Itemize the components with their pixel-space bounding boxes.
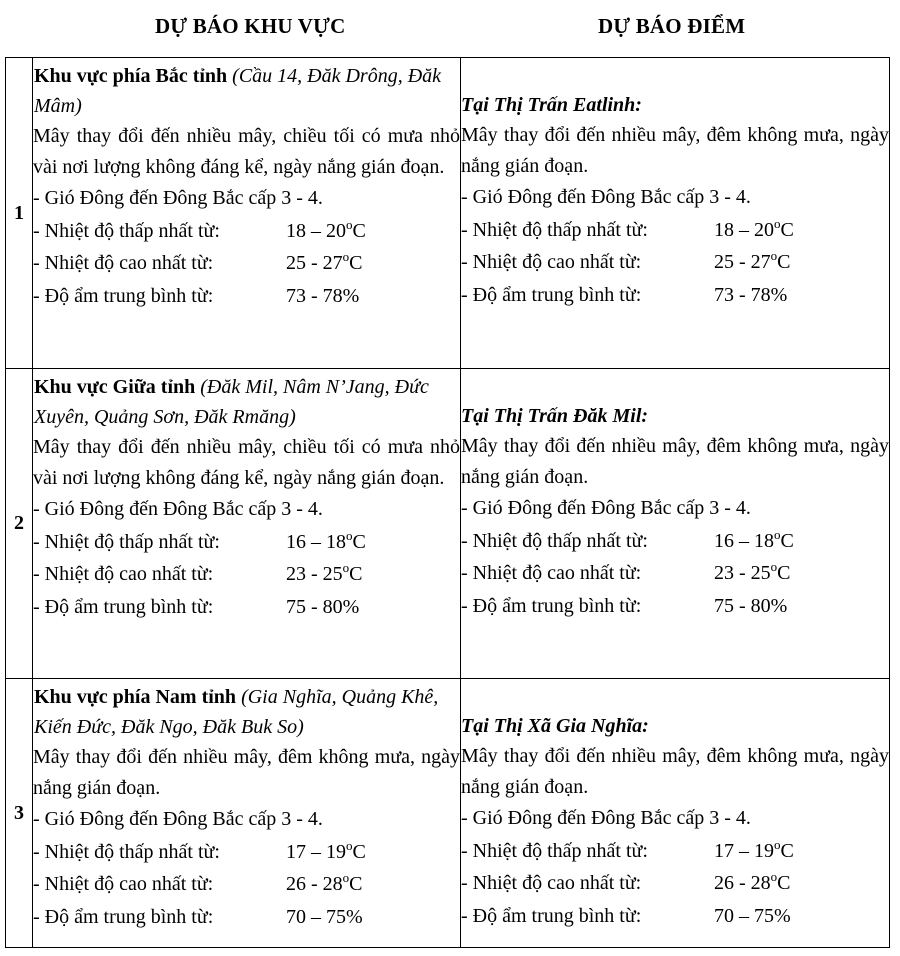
region-humidity-value: 75 - 80% — [286, 595, 360, 618]
point-forecast-cell — [461, 58, 890, 369]
degree-sign: o — [774, 526, 781, 542]
point-title: Tại Thị Xã Gia Nghĩa: — [461, 715, 649, 737]
table-header — [0, 0, 900, 58]
temp-unit: C — [777, 251, 791, 273]
point-wind: - Gió Đông đến Đông Bắc cấp 3 - 4. — [461, 497, 751, 519]
region-max-temp: - Nhiệt độ cao nhất từ: 25 - 27$^o$C — [33, 249, 363, 274]
temp-unit: C — [780, 839, 794, 862]
region-max-temp: - Nhiệt độ cao nhất từ: 26 - 28$^o$C — [33, 870, 363, 895]
temp-unit: C — [349, 252, 363, 274]
point-description: Mây thay đổi đến nhiều mây, đêm không mưa, ngày nắng gián đoạn. — [461, 745, 889, 798]
point-max-temp-value: 23 - 25 — [714, 562, 771, 584]
degree-sign: o — [774, 836, 781, 852]
region-min-temp-value: 16 – 18 — [286, 530, 346, 553]
row-number: 1 — [6, 58, 33, 369]
region-heading — [33, 679, 460, 742]
region-places: (Cầu 14, Đăk Drông, Đăk Mâm) — [34, 65, 442, 117]
temp-unit: C — [349, 873, 363, 895]
point-max-temp: - Nhiệt độ cao nhất từ: 26 - 28$^o$C — [461, 869, 791, 894]
table-row — [6, 679, 890, 948]
point-humidity-value: 73 - 78% — [714, 283, 788, 306]
header-regional-forecast: DỰ BÁO KHU VỰC — [155, 14, 346, 38]
region-humidity-value: 73 - 78% — [286, 284, 360, 307]
degree-sign: o — [770, 559, 778, 574]
table-row — [6, 58, 890, 369]
region-humidity: - Độ ẩm trung bình từ: 75 - 80% — [33, 595, 360, 618]
forecast-table — [5, 57, 890, 948]
region-title: Khu vực phía Nam tỉnh — [34, 686, 237, 708]
point-description: Mây thay đổi đến nhiều mây, đêm không mưa, ngày nắng gián đoạn. — [461, 124, 889, 177]
row-number: 2 — [6, 369, 33, 679]
region-title: Khu vực Giữa tỉnh — [34, 376, 196, 398]
region-description: Mây thay đổi đến nhiều mây, chiều tối có mưa nhỏ vài nơi lượng không đáng kể, ngày nắng gián đoạn. — [33, 125, 460, 178]
region-min-temp: - Nhiệt độ thấp nhất từ: 17 – 19$^o$C — [33, 837, 366, 863]
degree-sign: o — [346, 216, 353, 232]
regional-forecast-cell — [33, 679, 461, 948]
region-title: Khu vực phía Bắc tỉnh — [34, 65, 228, 87]
region-heading — [33, 58, 460, 121]
region-places: (Đăk Mil, Nâm N’Jang, Đức Xuyên, Quảng Sơn, Đăk Rmăng) — [34, 376, 429, 428]
point-description: Mây thay đổi đến nhiều mây, đêm không mưa, ngày nắng gián đoạn. — [461, 435, 889, 488]
point-min-temp: - Nhiệt độ thấp nhất từ: 18 – 20$^o$C — [461, 215, 794, 241]
region-min-temp: - Nhiệt độ thấp nhất từ: 16 – 18$^o$C — [33, 527, 366, 553]
region-humidity-value: 70 – 75% — [286, 905, 363, 928]
temp-unit: C — [352, 530, 366, 553]
region-min-temp-value: 18 – 20 — [286, 219, 346, 242]
table-row — [6, 369, 890, 679]
point-min-temp: - Nhiệt độ thấp nhất từ: 17 – 19$^o$C — [461, 836, 794, 862]
point-forecast-cell — [461, 369, 890, 679]
region-description: Mây thay đổi đến nhiều mây, đêm không mưa, ngày nắng gián đoạn. — [33, 746, 460, 799]
degree-sign: o — [342, 870, 350, 885]
degree-sign: o — [342, 249, 350, 264]
point-min-temp-value: 17 – 19 — [714, 839, 774, 862]
degree-sign: o — [770, 869, 778, 884]
point-humidity-value: 75 - 80% — [714, 594, 788, 617]
point-max-temp-value: 26 - 28 — [714, 872, 771, 894]
region-wind: - Gió Đông đến Đông Bắc cấp 3 - 4. — [33, 498, 323, 520]
point-wind: - Gió Đông đến Đông Bắc cấp 3 - 4. — [461, 186, 751, 208]
point-max-temp-value: 25 - 27 — [714, 251, 771, 273]
region-heading — [33, 369, 460, 432]
region-humidity: - Độ ẩm trung bình từ: 70 – 75% — [33, 905, 363, 928]
point-min-temp-value: 16 – 18 — [714, 529, 774, 552]
region-min-temp: - Nhiệt độ thấp nhất từ: 18 – 20$^o$C — [33, 216, 366, 242]
point-title: Tại Thị Trấn Đăk Mil: — [461, 405, 649, 427]
header-point-forecast: DỰ BÁO ĐIỂM — [598, 14, 746, 38]
degree-sign: o — [774, 215, 781, 231]
regional-forecast-cell — [33, 58, 461, 369]
region-wind: - Gió Đông đến Đông Bắc cấp 3 - 4. — [33, 808, 323, 830]
degree-sign: o — [346, 837, 353, 853]
row-number: 3 — [6, 679, 33, 948]
temp-unit: C — [349, 563, 363, 585]
region-max-temp: - Nhiệt độ cao nhất từ: 23 - 25$^o$C — [33, 560, 363, 585]
degree-sign: o — [770, 248, 778, 263]
temp-unit: C — [777, 562, 791, 584]
region-wind: - Gió Đông đến Đông Bắc cấp 3 - 4. — [33, 187, 323, 209]
region-max-temp-value: 25 - 27 — [286, 252, 343, 274]
point-wind: - Gió Đông đến Đông Bắc cấp 3 - 4. — [461, 807, 751, 829]
point-humidity-value: 70 – 75% — [714, 904, 791, 927]
regional-forecast-cell — [33, 369, 461, 679]
region-description: Mây thay đổi đến nhiều mây, chiều tối có mưa nhỏ vài nơi lượng không đáng kể, ngày nắng gián đoạn. — [33, 436, 460, 489]
temp-unit: C — [780, 529, 794, 552]
temp-unit: C — [352, 219, 366, 242]
point-title: Tại Thị Trấn Eatlinh: — [461, 94, 642, 116]
region-max-temp-value: 26 - 28 — [286, 873, 343, 895]
temp-unit: C — [777, 872, 791, 894]
degree-sign: o — [342, 560, 350, 575]
point-humidity: - Độ ẩm trung bình từ: 73 - 78% — [461, 283, 788, 306]
region-min-temp-value: 17 – 19 — [286, 840, 346, 863]
temp-unit: C — [780, 218, 794, 241]
point-max-temp: - Nhiệt độ cao nhất từ: 23 - 25$^o$C — [461, 559, 791, 584]
region-places: (Gia Nghĩa, Quảng Khê, Kiến Đức, Đăk Ngo, Đăk Buk So) — [34, 686, 439, 738]
degree-sign: o — [346, 527, 353, 543]
region-humidity: - Độ ẩm trung bình từ: 73 - 78% — [33, 284, 360, 307]
point-min-temp: - Nhiệt độ thấp nhất từ: 16 – 18$^o$C — [461, 526, 794, 552]
point-min-temp-value: 18 – 20 — [714, 218, 774, 241]
temp-unit: C — [352, 840, 366, 863]
point-max-temp: - Nhiệt độ cao nhất từ: 25 - 27$^o$C — [461, 248, 791, 273]
point-humidity: - Độ ẩm trung bình từ: 75 - 80% — [461, 594, 788, 617]
point-humidity: - Độ ẩm trung bình từ: 70 – 75% — [461, 904, 791, 927]
region-max-temp-value: 23 - 25 — [286, 563, 343, 585]
point-forecast-cell — [461, 679, 890, 948]
